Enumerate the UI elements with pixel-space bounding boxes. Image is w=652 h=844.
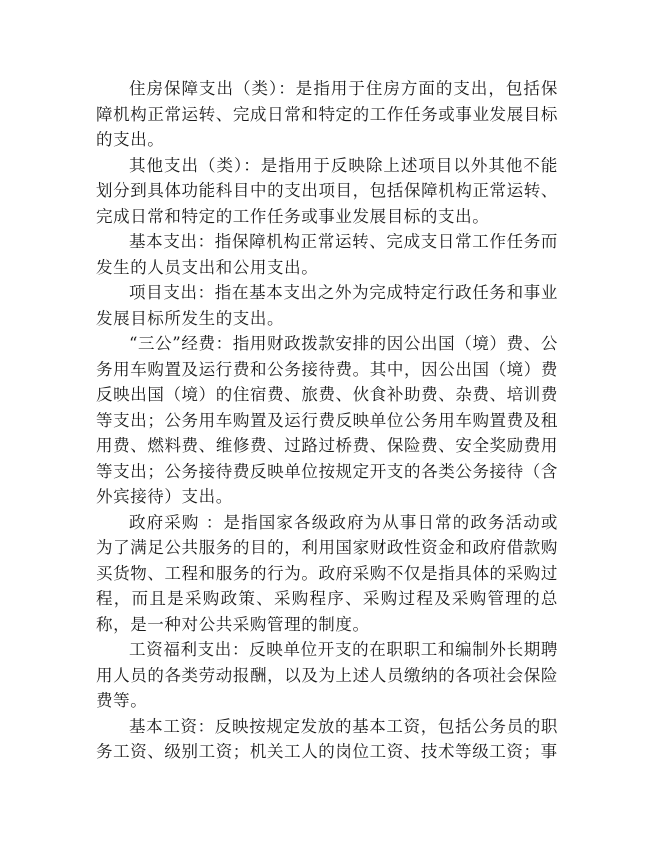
paragraph-three-public-expenses: “三公”经费：指用财政拨款安排的因公出国（境）费、公务用车购置及运行费和公务接待费。其中，因公出国（境）费反映出国（境）的住宿费、旅费、伙食补助费、杂费、培训费等支出；公务用车购置及运行费反映单位公务用车购置费及租用费、燃料费、维修费、过路过桥费、保险费、安全奖励费用等支出；公务接待费反映单位按规定开支的各类公务接待（含外宾接待）支出。 [96, 334, 558, 506]
paragraph-housing-expenditure: 住房保障支出（类）：是指用于住房方面的支出，包括保障机构正常运转、完成日常和特定的工作任务或事业发展目标的支出。 [96, 79, 558, 149]
document-body [96, 76, 558, 765]
paragraph-government-procurement: 政府采购 ：是指国家各级政府为从事日常的政务活动或为了满足公共服务的目的，利用国家财政性资金和政府借款购买货物、工程和服务的行为。政府采购不仅是指具体的采购过程，而且是采购政策、采购程序、采购过程及采购管理的总称，是一种对公共采购管理的制度。 [96, 512, 558, 634]
paragraph-salary-welfare: 工资福利支出：反映单位开支的在职职工和编制外长期聘用人员的各类劳动报酬，以及为上述人员缴纳的各项社会保险费等。 [96, 640, 558, 710]
paragraph-basic-salary: 基本工资：反映按规定发放的基本工资，包括公务员的职务工资、级别工资；机关工人的岗位工资、技术等级工资；事 [96, 716, 558, 761]
paragraph-basic-expenditure: 基本支出：指保障机构正常运转、完成支日常工作任务而发生的人员支出和公用支出。 [96, 232, 558, 277]
paragraph-other-expenditure: 其他支出（类）：是指用于反映除上述项目以外其他不能划分到具体功能科目中的支出项目，包括保障机构正常运转、完成日常和特定的工作任务或事业发展目标的支出。 [96, 155, 558, 226]
paragraph-project-expenditure: 项目支出：指在基本支出之外为完成特定行政任务和事业发展目标所发生的支出。 [96, 283, 558, 328]
